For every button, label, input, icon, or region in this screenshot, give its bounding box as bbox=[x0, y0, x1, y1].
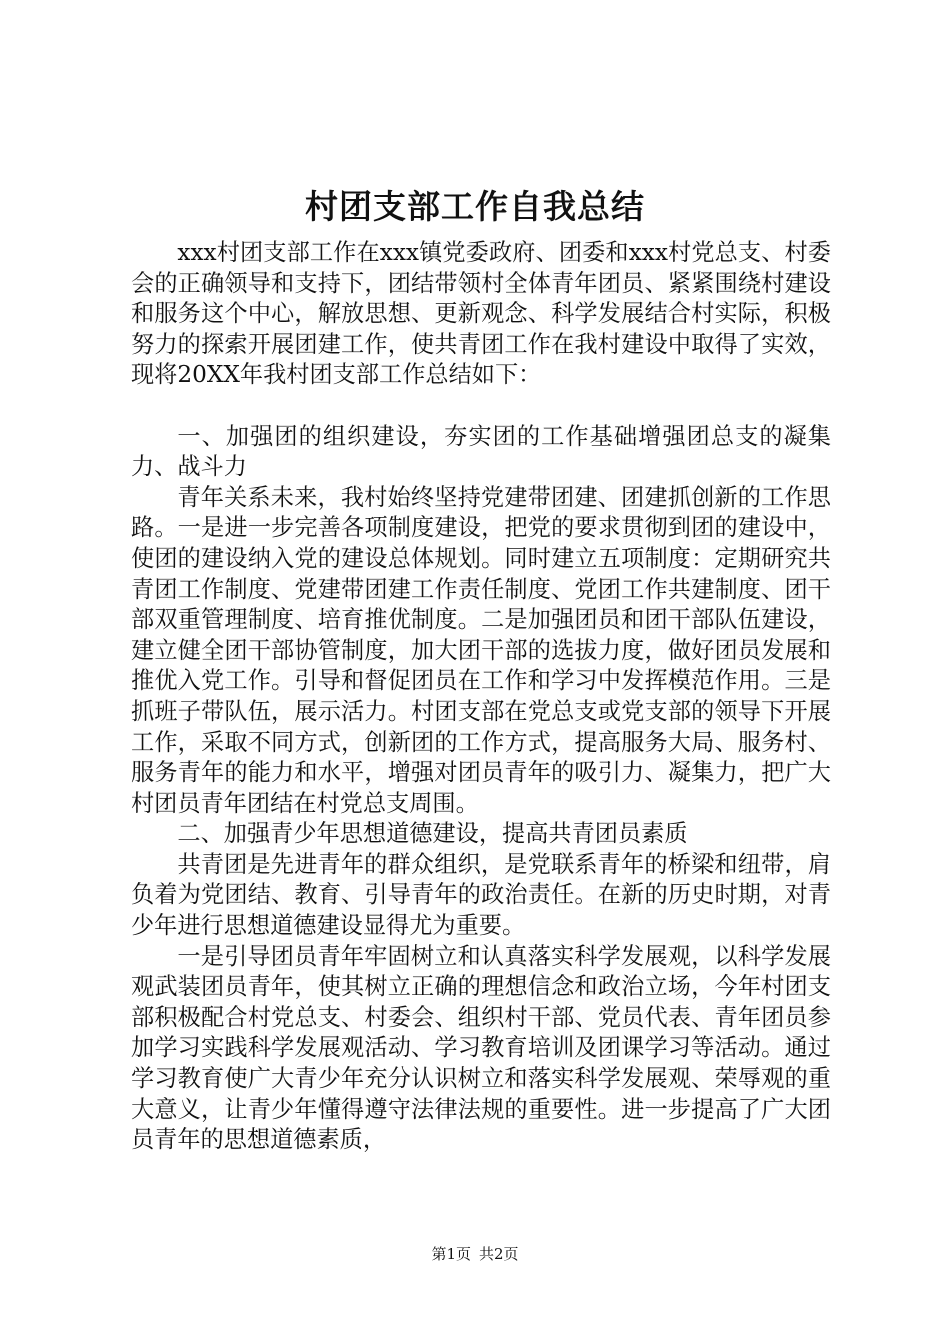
body-paragraph: 共青团是先进青年的群众组织，是党联系青年的桥梁和纽带，肩负着为党团结、教育、引导青年的政治责任。在新的历史时期，对青少年进行思想道德建设显得尤为重要。 bbox=[131, 850, 831, 940]
page-footer bbox=[0, 1244, 950, 1264]
section-heading-1: 一、加强团的组织建设，夯实团的工作基础增强团总支的凝集力、战斗力 bbox=[131, 422, 831, 481]
section-heading-2: 二、加强青少年思想道德建设，提高共青团员素质 bbox=[177, 820, 688, 848]
body-paragraph: 青年关系未来，我村始终坚持党建带团建、团建抓创新的工作思路。一是进一步完善各项制度建设，把党的要求贯彻到团的建设中，使团的建设纳入党的建设总体规划。同时建立五项制度：定期研究共青团工作制度、党建带团建工作责任制度、党团工作共建制度、团干部双重管理制度、培育推优制度。二是加强团员和团干部队伍建设，建立健全团干部协管制度，加大团干部的选拔力度，做好团员发展和推优入党工作。引导和督促团员在工作和学习中发挥模范作用。三是抓班子带队伍，展示活力。村团支部在党总支或党支部的领导下开展工作，采取不同方式，创新团的工作方式，提高服务大局、服务村、服务青年的能力和水平，增强对团员青年的吸引力、凝集力，把广大村团员青年团结在村党总支周围。 bbox=[131, 483, 831, 817]
body-paragraph: 一是引导团员青年牢固树立和认真落实科学发展观，以科学发展观武装团员青年，使其树立正确的理想信念和政治立场，今年村团支部积极配合村党总支、村委会、组织村干部、党员代表、青年团员参加学习实践科学发展观活动、学习教育培训及团课学习等活动。通过学习教育使广大青少年充分认识树立和落实科学发展观、荣辱观的重大意义，让青少年懂得遵守法律法规的重要性。进一步提高了广大团员青年的思想道德素质， bbox=[131, 942, 831, 1154]
page-total: 共2页 bbox=[479, 1245, 519, 1263]
intro-paragraph: xxx村团支部工作在xxx镇党委政府、团委和xxx村党总支、村委会的正确领导和支持下，团结带领村全体青年团员、紧紧围绕村建设和服务这个中心，解放思想、更新观念、科学发展结合村实际，积极努力的探索开展团建工作，使共青团工作在我村建设中取得了实效，现将20XX年我村团支部工作总结如下： bbox=[131, 239, 831, 389]
document-title: 村团支部工作自我总结 bbox=[305, 187, 645, 226]
document-body bbox=[131, 238, 831, 1156]
page-number: 第1页 bbox=[431, 1245, 471, 1263]
